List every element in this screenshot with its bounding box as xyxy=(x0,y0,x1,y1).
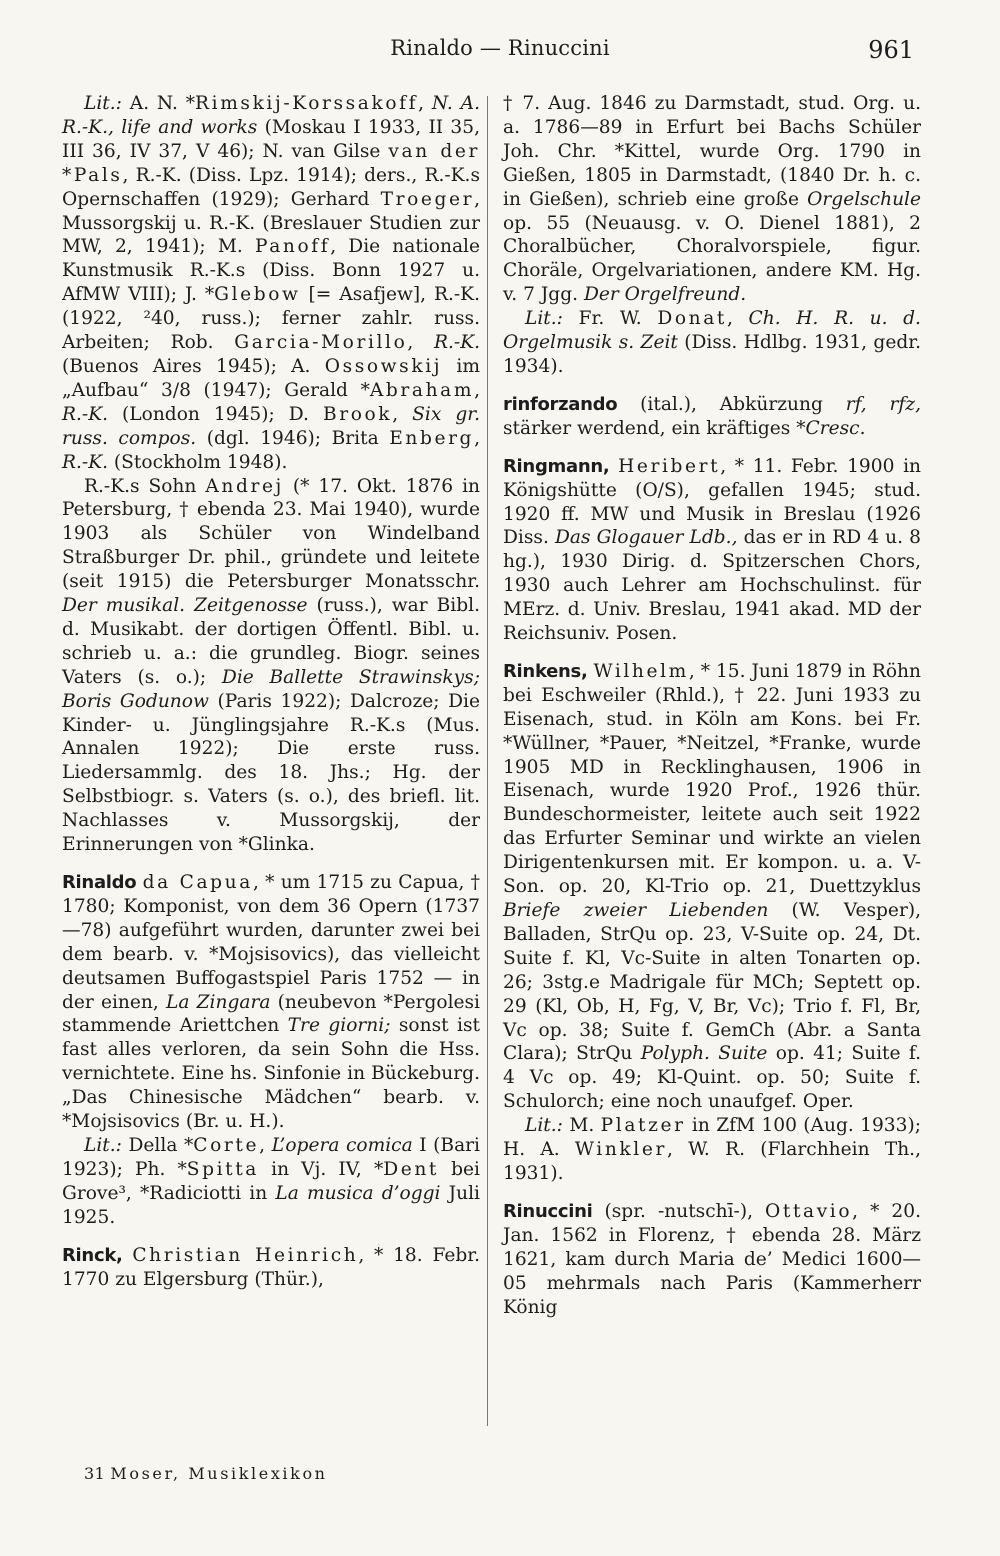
entry-rinck: Rinck, Christian Heinrich, * 18. Febr. 1770 zu Elgersburg (Thür.), xyxy=(62,1244,480,1290)
entry-rinuccini: Rinuccini (spr. -nutschī-), Ottavio, * 20. Jan. 1562 in Florenz, † ebenda 28. März 1621, kam durch Maria de’ Medici 1600—05 mehrmals nach Paris (Kammerherr König xyxy=(503,1200,921,1318)
signature-line xyxy=(84,1464,328,1483)
entry-ringmann: Ringmann, Heribert, * 11. Febr. 1900 in Königshütte (O/S), gefallen 1945; stud. 1920 ff. MW und Musik in Breslau (1926 Diss. Das Glogauer Ldb., das er in RD 4 u. 8 hg.), 1930 Dirig. d. Spitzerschen Chors, 1930 auch Lehrer am Hochschulinst. für MErz. d. Univ. Breslau, 1941 akad. MD der Reichsuniv. Posen. xyxy=(503,455,921,645)
headword-rinkens: Rinkens, xyxy=(503,660,588,682)
running-head: Rinaldo — Rinuccini xyxy=(390,36,610,60)
lit-rinkens-paragraph: Lit.: M. Platzer in ZfM 100 (Aug. 1933); H. A. Winkler, W. R. (Flarchhein Th., 1931). xyxy=(503,1115,921,1184)
rinck-continuation: † 7. Aug. 1846 zu Darmstadt, stud. Org. u. a. 1786—89 in Erfurt bei Bachs Schüler Joh. Chr. *Kittel, wurde Org. 1790 in Gießen, 1805 in Darmstadt, (1840 Dr. h. c. in Gießen), schrieb eine große Orgelschule op. 55 (Neuausg. v. O. Dienel 1881), 2 Choralbücher, Choralvorspiele, figur. Choräle, Orgelvariationen, andere KM. Hg. v. 7 Jgg. Der Orgelfreund. xyxy=(503,93,921,306)
entry-rinforzando: rinforzando (ital.), Abkürzung rf, rfz, stärker werdend, ein kräftiges *Cresc. xyxy=(503,393,922,439)
headword-rinck: Rinck, xyxy=(62,1244,123,1266)
headword-rinuccini: Rinuccini xyxy=(503,1200,593,1222)
lit-rinaldo-paragraph: Lit.: Della *Corte, L’opera comica I (Bari 1923); Ph. *Spitta in Vj. IV, *Dent bei Grove³, *Radiciotti in La musica d’oggi Juli 1925. xyxy=(62,1134,480,1228)
signature-number: 31 xyxy=(84,1464,105,1483)
entry-rinkens: Rinkens, Wilhelm, * 15. Juni 1879 in Röhn bei Eschweiler (Rhld.), † 22. Juni 1933 zu Eisenach, stud. in Köln am Kons. bei Fr. *Wüllner, *Pauer, *Neitzel, *Franke, wurde 1905 MD in Recklinghausen, 1906 in Eisenach, wurde 1920 Prof., 1926 thür. Bundeschormeister, leitete auch seit 1922 das Erfurter Seminar und wirkte an vielen Dirigentenkursen mit. Er kompon. u. a. V-Son. op. 20, Kl-Trio op. 21, Duettzyklus Briefe zweier Liebenden (W. Vesper), Balladen, StrQu op. 23, V-Suite op. 24, Dt. Suite f. Kl, Vc-Suite in alten Tonarten op. 26; 3stg.e Madrigale für MCh; Septett op. 29 (Kl, Ob, H, Fg, V, Br, Vc); Trio f. Fl, Br, Vc op. 38; Suite f. GemCh (Abr. a Santa Clara); StrQu Polyph. Suite op. 41; Suite f. 4 Vc op. 49; Kl-Quint. op. 50; Suite f. Schulorch; eine noch unaufgef. Oper. xyxy=(503,660,921,1113)
entry-rinaldo: Rinaldo da Capua, * um 1715 zu Capua, † 1780; Komponist, von dem 36 Opern (1737—78) aufgeführt wurden, darunter zwei bei dem bearb. v. *Mojsisovics), das vielleicht deutsamen Buffogastspiel Paris 1752 — in der einen, La Zingara (neubevon *Pergolesi stammende Ariettchen Tre giorni; sonst ist fast alles verloren, da sein Sohn die Hss. vernichtete. Eine hs. Sinfonie in Bückeburg. „Das Chinesische Mädchen“ bearb. v. *Mojsisovics (Br. u. H.). xyxy=(62,872,481,1133)
signature-text: Moser, Musiklexikon xyxy=(110,1464,328,1483)
lit-rimsky-paragraph: Lit.: A. N. *Rimskij-Korssakoff, N. A. R.-K., life and works (Moskau I 1933, II 35, III 36, IV 37, V 46); N. van Gilse van der *Pals, R.-K. (Diss. Lpz. 1914); ders., R.-K.s Opernschaffen (1929); Gerhard Troeger, Mussorgskij u. R.-K. (Breslauer Studien zur MW, 2, 1941); M. Panoff, Die nationale Kunstmusik R.-K.s (Diss. Bonn 1927 u. AfMW VIII); J. *Glebow [= Asafjew], R.-K. (1922, ²40, russ.); ferner zahlr. russ. Arbeiten; Rob. Garcia-Morillo, R.-K. (Buenos Aires 1945); A. Ossowskij im „Aufbau“ 3/8 (1947); Gerald *Abraham, R.-K. (London 1945); D. Brook, Six gr. russ. compos. (dgl. 1946); Brita Enberg, R.-K. (Stockholm 1948). xyxy=(62,93,481,473)
headword-ringmann: Ringmann, xyxy=(503,455,610,477)
page-number: 961 xyxy=(868,36,914,64)
lit-rinck-paragraph: Lit.: Fr. W. Donat, Ch. H. R. u. d. Orgelmusik s. Zeit (Diss. Hdlbg. 1931, gedr. 1934). xyxy=(503,308,921,377)
headword-rinaldo: Rinaldo xyxy=(62,872,137,893)
right-column xyxy=(503,92,921,1319)
left-column xyxy=(62,92,480,1291)
andrej-paragraph: R.-K.s Sohn Andrej (* 17. Okt. 1876 in Petersburg, † ebenda 23. Mai 1940), wurde 1903 als Schüler von Windelband Straßburger Dr. phil., gründete und leitete (seit 1915) die Petersburger Monatsschr. Der musikal. Zeitgenosse (russ.), war Bibl. d. Musikabt. der dortigen Öffentl. Bibl. u. schrieb u. a.: die grundleg. Biogr. seines Vaters (s. o.); Die Ballette Strawinskys; Boris Godunow (Paris 1922); Dalcroze; Die Kinder- u. Jünglingsjahre R.-K.s (Mus. Annalen 1922); Die erste russ. Liedersammlg. des 18. Jhs.; Hg. der Selbstbiogr. s. Vaters (s. o.), des briefl. lit. Nachlasses v. Mussorgskij, der Erinnerungen von *Glinka. xyxy=(62,475,481,856)
column-divider xyxy=(487,96,488,1426)
headword-rinforzando: rinforzando xyxy=(503,393,618,415)
